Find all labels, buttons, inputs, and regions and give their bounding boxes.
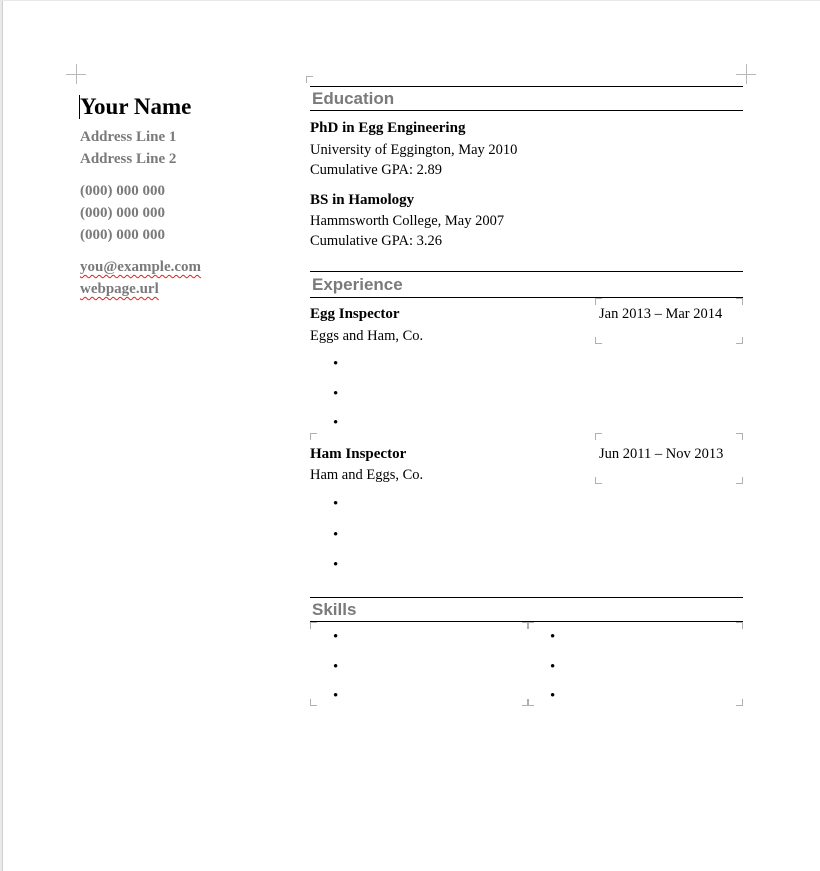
address-line-2[interactable]: Address Line 2 [80, 151, 177, 167]
job-2-bullet-3[interactable]: • [333, 557, 339, 573]
cell-mark [306, 76, 313, 83]
cell-mark [736, 433, 743, 440]
cell-mark [310, 433, 317, 440]
experience-rule-top [310, 271, 743, 272]
cell-mark [527, 699, 534, 706]
crop-mark-top-right-v [746, 64, 747, 84]
phone-3[interactable]: (000) 000 000 [80, 227, 165, 243]
cell-mark [595, 477, 602, 484]
job-dates-1[interactable]: Jan 2013 – Mar 2014 [599, 306, 723, 322]
job-2-bullet-2[interactable]: • [333, 527, 339, 543]
cell-mark [310, 622, 317, 629]
cell-mark [310, 699, 317, 706]
job-1-bullet-2[interactable]: • [333, 386, 339, 402]
skills-left-bullet-2[interactable]: • [333, 659, 339, 675]
job-company-1[interactable]: Eggs and Ham, Co. [310, 328, 424, 344]
skills-left-bullet-3[interactable]: • [333, 688, 339, 704]
cell-mark [595, 337, 602, 344]
education-degree-2[interactable]: BS in Hamology [310, 192, 415, 208]
education-degree-1[interactable]: PhD in Egg Engineering [310, 120, 466, 136]
job-2-bullet-1[interactable]: • [333, 496, 339, 512]
cell-mark [736, 622, 743, 629]
skills-left-bullet-1[interactable]: • [333, 629, 339, 645]
crop-mark-top-left-v [76, 64, 77, 84]
education-school-2[interactable]: Hammsworth College, May 2007 [310, 213, 505, 229]
phone-2[interactable]: (000) 000 000 [80, 205, 165, 221]
webpage-text[interactable]: webpage.url [80, 281, 159, 297]
experience-rule-bottom [310, 297, 743, 298]
job-1-bullet-3[interactable]: • [333, 415, 339, 431]
education-gpa-1[interactable]: Cumulative GPA: 2.89 [310, 162, 442, 178]
education-school-1[interactable]: University of Eggington, May 2010 [310, 142, 518, 158]
cell-mark [595, 298, 602, 305]
cell-mark [736, 699, 743, 706]
experience-heading[interactable]: Experience [312, 275, 403, 294]
cell-mark [736, 337, 743, 344]
cell-mark [736, 298, 743, 305]
skills-heading[interactable]: Skills [312, 600, 357, 619]
education-rule-bottom [310, 110, 743, 111]
skills-right-bullet-2[interactable]: • [550, 659, 556, 675]
job-title-1[interactable]: Egg Inspector [310, 306, 400, 322]
phone-1[interactable]: (000) 000 000 [80, 183, 165, 199]
document-page[interactable] [3, 1, 820, 871]
resume-name[interactable]: Your Name [80, 94, 192, 119]
cell-mark [595, 433, 602, 440]
cell-mark [527, 622, 534, 629]
job-title-2[interactable]: Ham Inspector [310, 446, 407, 462]
job-company-2[interactable]: Ham and Eggs, Co. [310, 467, 424, 483]
job-dates-2[interactable]: Jun 2011 – Nov 2013 [599, 446, 724, 462]
cell-mark [736, 477, 743, 484]
skills-right-bullet-1[interactable]: • [550, 629, 556, 645]
education-gpa-2[interactable]: Cumulative GPA: 3.26 [310, 233, 442, 249]
education-heading[interactable]: Education [312, 89, 395, 108]
address-line-1[interactable]: Address Line 1 [80, 129, 177, 145]
job-1-bullet-1[interactable]: • [333, 356, 339, 372]
skills-right-bullet-3[interactable]: • [550, 688, 556, 704]
skills-rule-top [310, 597, 743, 598]
email-text[interactable]: you@example.com [80, 259, 202, 275]
education-rule-top [310, 86, 743, 87]
